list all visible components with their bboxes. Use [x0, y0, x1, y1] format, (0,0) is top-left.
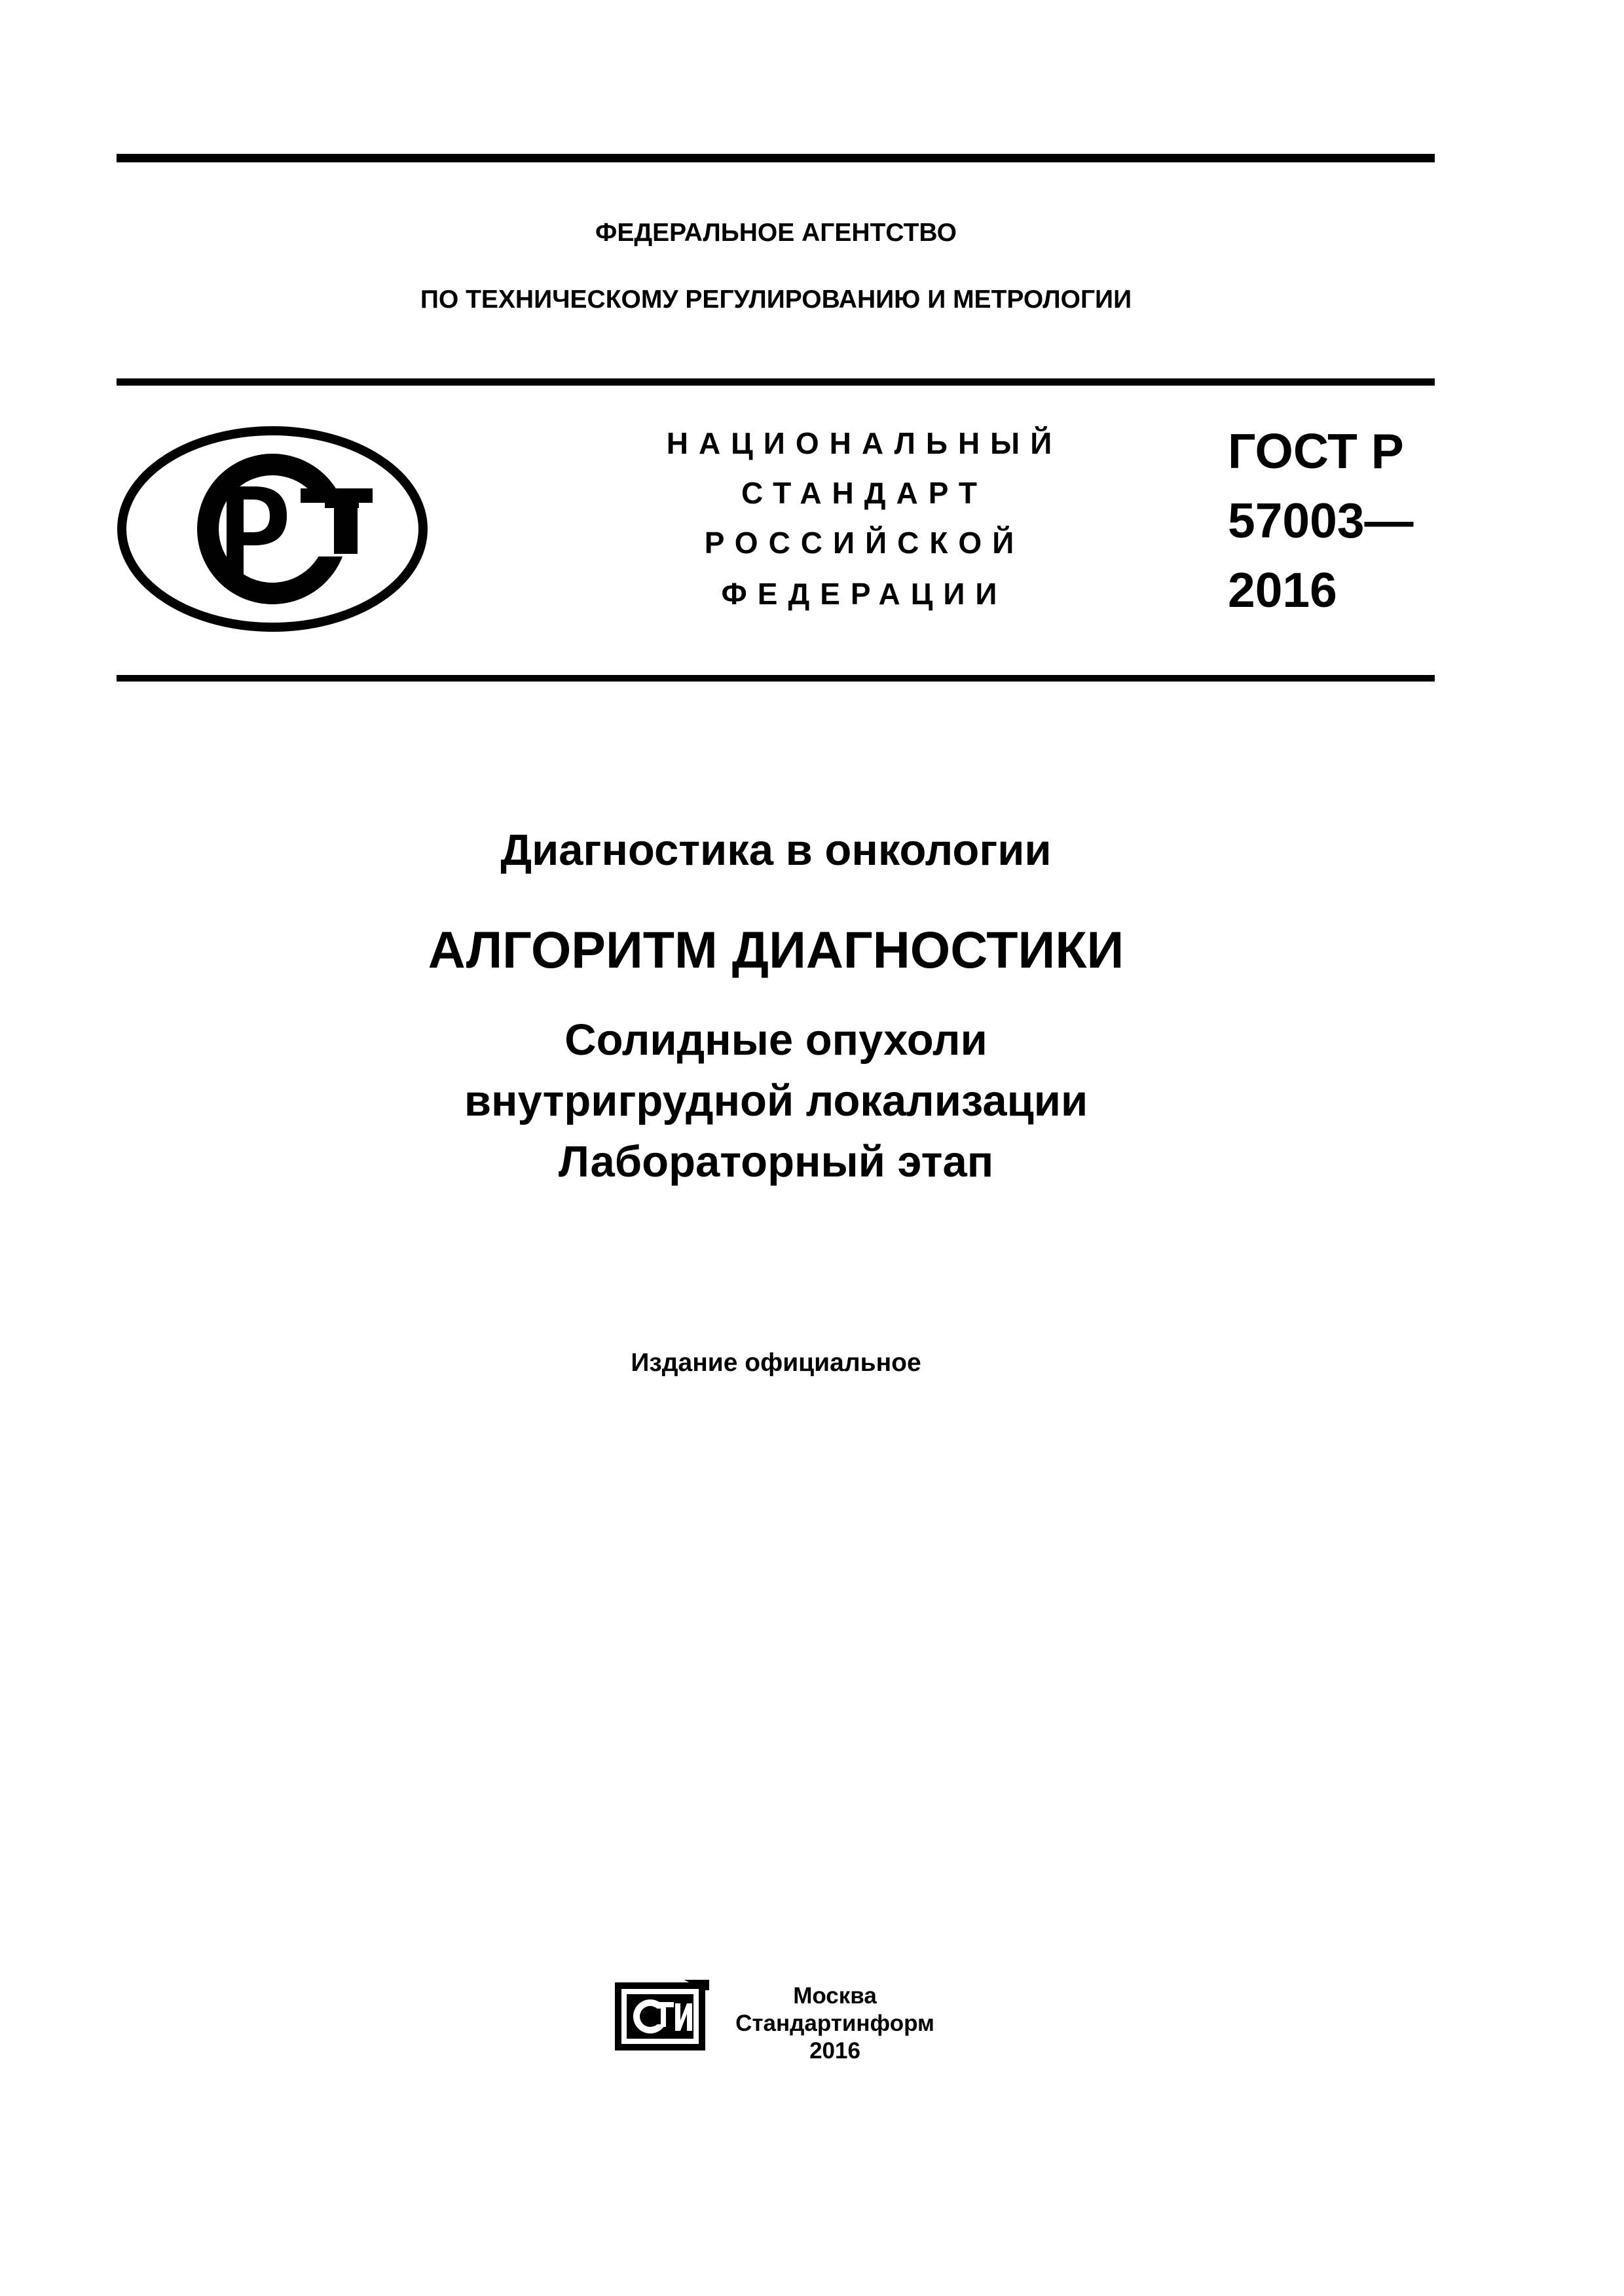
standard-divider	[117, 675, 1435, 682]
national-line-4: ФЕДЕРАЦИИ	[721, 577, 1008, 611]
edition-label: Издание официальное	[631, 1349, 921, 1377]
title-line-1: Диагностика в онкологии	[500, 826, 1052, 875]
agency-line-2: ПО ТЕХНИЧЕСКОМУ РЕГУЛИРОВАНИЮ И МЕТРОЛОГИИ	[420, 285, 1132, 314]
publisher-year: 2016	[809, 2038, 860, 2064]
gost-code-line-2: 57003—	[1228, 493, 1414, 548]
title-line-3: Солидные опухоли	[564, 1015, 987, 1065]
publisher-city: Москва	[793, 1983, 877, 2009]
title-line-4: внутригрудной локализации	[464, 1076, 1088, 1125]
national-line-2: СТАНДАРТ	[741, 476, 987, 510]
rst-certification-mark-icon	[115, 424, 430, 634]
header-divider	[117, 378, 1435, 386]
agency-line-1: ФЕДЕРАЛЬНОЕ АГЕНТСТВО	[595, 219, 957, 247]
title-line-5: Лабораторный этап	[558, 1137, 994, 1186]
gost-code-line-1: ГОСТ Р	[1228, 424, 1404, 479]
national-line-1: НАЦИОНАЛЬНЫЙ	[666, 426, 1063, 460]
standartinform-logo-icon	[612, 1977, 710, 2054]
publisher-name: Стандартинформ	[735, 2011, 934, 2036]
top-rule	[117, 154, 1435, 162]
title-line-2: АЛГОРИТМ ДИАГНОСТИКИ	[428, 920, 1124, 979]
gost-code-line-3: 2016	[1228, 562, 1337, 617]
national-line-3: РОССИЙСКОЙ	[704, 526, 1025, 560]
